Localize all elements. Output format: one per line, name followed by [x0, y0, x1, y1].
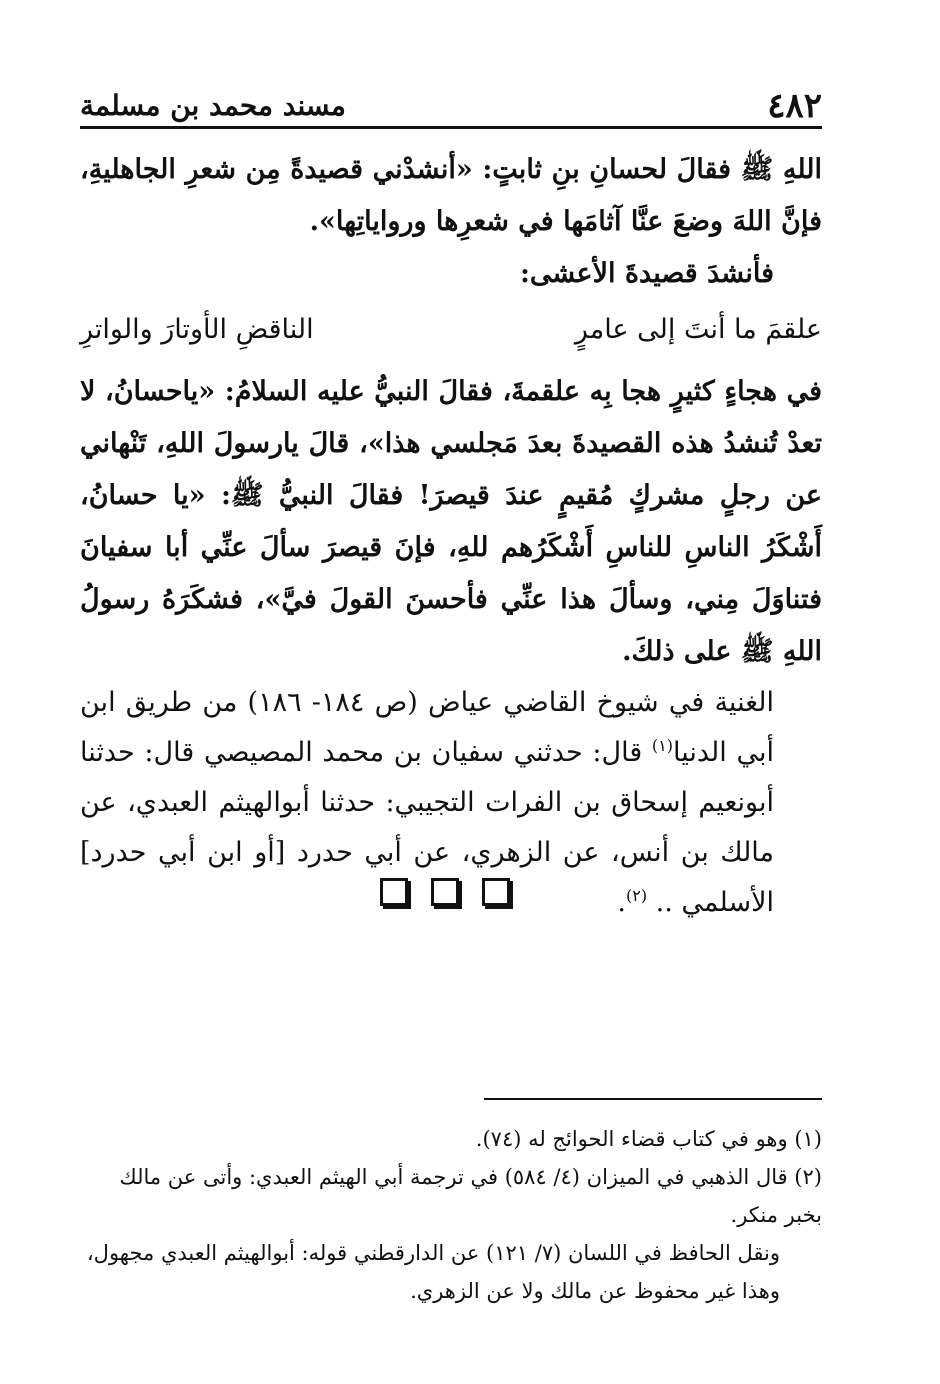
reference-chain: قال: حدثني سفيان بن محمد المصيصي قال: حدثنا أبونعيم إسحاق بن الفرات التجيبي: حدثنا أبوالهيثم العبدي، عن مالك بن أنس، عن الزهري، عن أبي حدرد [أو ابن أبي حدرد] الأسلمي ..	[80, 737, 774, 918]
section-separator	[380, 872, 510, 912]
running-title: مسند محمد بن مسلمة	[80, 89, 346, 122]
footnote-2-continuation: ونقل الحافظ في اللسان (٧/ ١٢١) عن الدارقطني قوله: أبوالهيثم العبدي مجهول، وهذا غير محفوظ عن مالك ولا عن الزهري.	[86, 1241, 780, 1303]
footnote-2: (٢) قال الذهبي في الميزان (٤/ ٥٨٤) في ترجمة أبي الهيثم العبدي: وأتى عن مالك بخبر منكر.	[119, 1165, 822, 1227]
footnotes	[80, 1120, 822, 1310]
footnote-marker-2: (٢)	[626, 886, 648, 905]
main-text	[80, 144, 822, 928]
verse-second-hemistich: الناقضِ الأوتارَ والواترِ	[80, 314, 314, 345]
paragraph-recital: فأنشدَ قصيدةَ الأعشى:	[519, 258, 774, 289]
page-number: ٤٨٢	[767, 86, 822, 126]
page-header	[80, 82, 822, 129]
paragraph-hadith-start: اللهِ ﷺ فقالَ لحسانِ بنِ ثابتٍ: «أنشدْني قصيدةً مِن شعرِ الجاهليةِ، فإنَّ اللهَ وضعَ عنَّا آثامَها في شعرِها ورواياتِها».	[80, 154, 822, 237]
box-icon	[431, 878, 459, 906]
footnote-1: (١) وهو في كتاب قضاء الحوائج له (٧٤).	[475, 1127, 822, 1151]
box-icon	[380, 878, 408, 906]
paragraph-hadith-continue: في هجاءٍ كثيرٍ هجا بِه علقمةَ، فقالَ النبيُّ عليه السلامُ: «ياحسانُ، لا تعدْ تُنشدُ هذه القصيدةَ بعدَ مَجلسي هذا»، قالَ يارسولَ اللهِ، تَنْهاني عن رجلٍ مشركٍ مُقيمٍ عندَ قيصرَ! فقالَ النبيُّ ﷺ: «يا حسانُ، أَشْكَرُ الناسِ للناسِ أَشْكَرُهم للهِ، فإنَ قيصرَ سألَ عنِّي أبا سفيانَ فتناوَلَ مِني، وسألَ هذا عنِّي فأحسنَ القولَ فيَّ»، فشكَرَهُ رسولُ اللهِ ﷺ على ذلكَ.	[80, 376, 823, 667]
reference-source: الغنية في شيوخ القاضي عياض (ص ١٨٤- ١٨٦) من طريق ابن أبي الدنيا	[80, 687, 774, 768]
poetry-verse	[80, 304, 822, 356]
verse-first-hemistich: علقمَ ما أنتَ إلى عامرٍ	[574, 314, 822, 345]
reference-end: .	[617, 887, 626, 918]
footnote-divider	[484, 1098, 822, 1100]
box-icon	[482, 878, 510, 906]
footnote-marker-1: (١)	[651, 736, 673, 755]
